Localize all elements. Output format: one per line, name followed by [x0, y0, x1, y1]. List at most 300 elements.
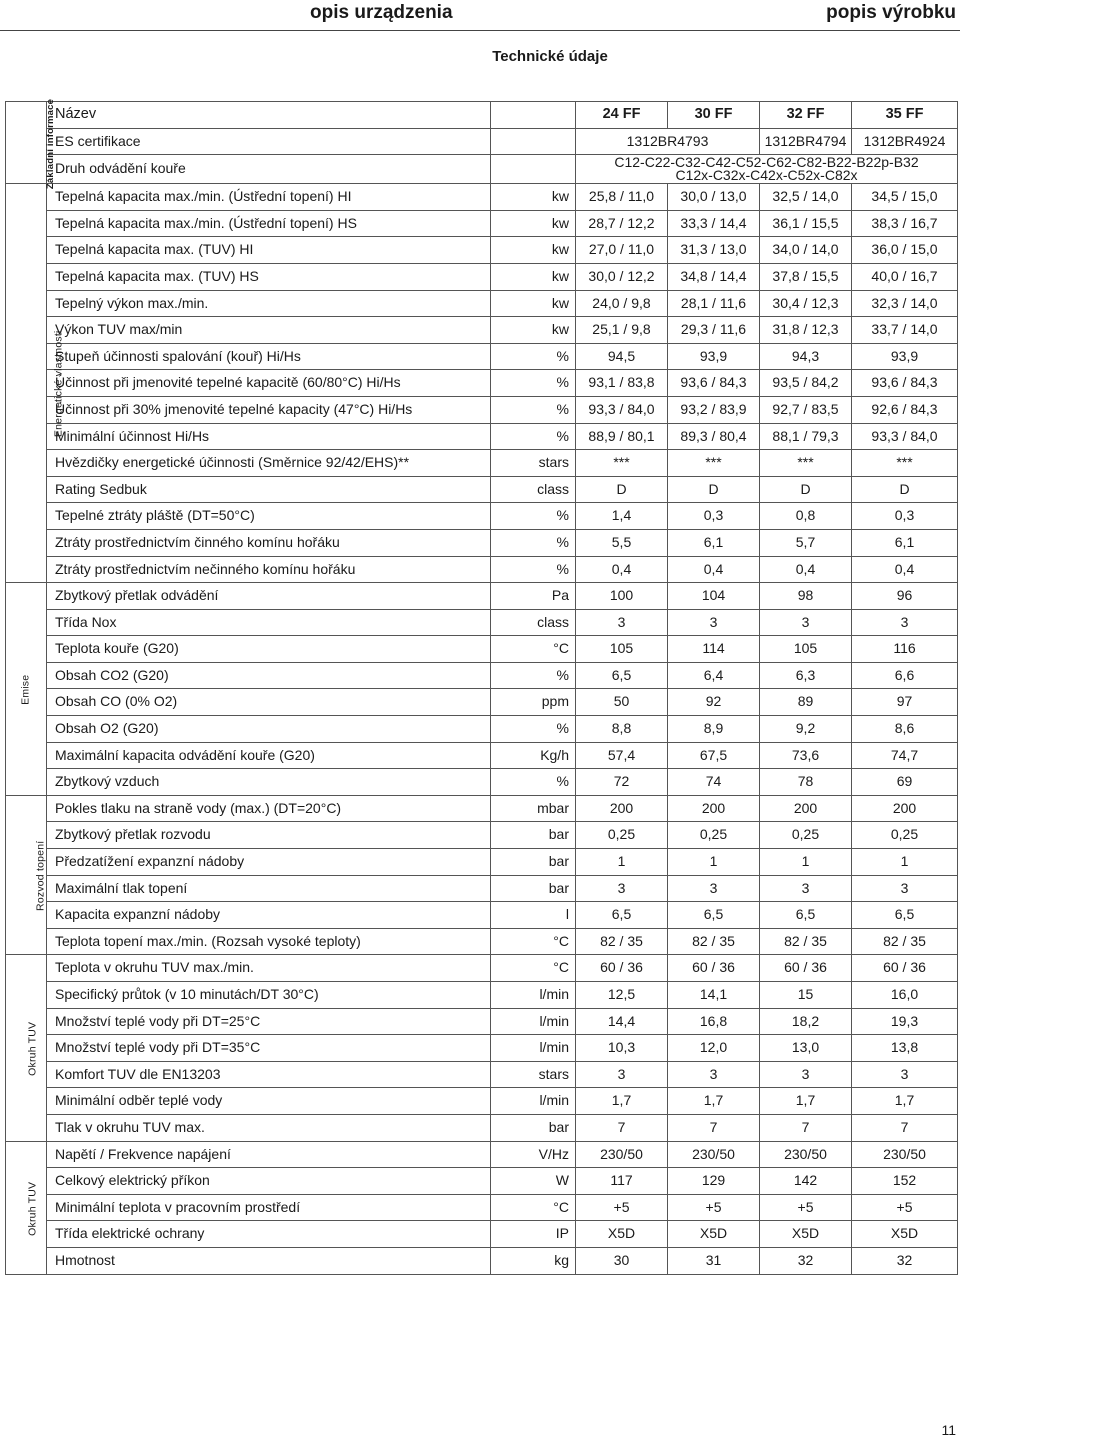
row-value: 0,4	[576, 556, 668, 583]
row-value: 3	[852, 609, 958, 636]
row-value: ***	[668, 450, 760, 477]
table-row	[6, 875, 958, 902]
row-label: Ztráty prostřednictvím nečinného komínu hořáku	[47, 556, 491, 583]
row-unit: W	[491, 1168, 576, 1195]
row-value: 100	[576, 583, 668, 610]
table-row	[6, 1247, 958, 1274]
row-unit: class	[491, 476, 576, 503]
row-value: 5,5	[576, 529, 668, 556]
section-distribution: Rozvod topení	[6, 795, 47, 955]
row-label: Maximální kapacita odvádění kouře (G20)	[47, 742, 491, 769]
row-value: 3	[668, 1061, 760, 1088]
row-value: +5	[760, 1194, 852, 1221]
row-value: 98	[760, 583, 852, 610]
row-value: 3	[576, 875, 668, 902]
row-value: 38,3 / 16,7	[852, 210, 958, 237]
row-unit: Kg/h	[491, 742, 576, 769]
row-label: Teplota v okruhu TUV max./min.	[47, 955, 491, 982]
row-label: Kapacita expanzní nádoby	[47, 902, 491, 929]
row-unit: %	[491, 396, 576, 423]
table-row	[6, 1221, 958, 1248]
table-header-row	[6, 102, 958, 129]
row-unit: °C	[491, 955, 576, 982]
row-value: 1	[576, 849, 668, 876]
row-label: Tepelná kapacita max. (TUV) HS	[47, 263, 491, 290]
row-value: +5	[576, 1194, 668, 1221]
header-divider	[0, 30, 960, 31]
row-value: 74,7	[852, 742, 958, 769]
row-value: ***	[760, 450, 852, 477]
row-value: 1	[852, 849, 958, 876]
row-label: Maximální tlak topení	[47, 875, 491, 902]
row-value: 230/50	[668, 1141, 760, 1168]
row-unit: IP	[491, 1221, 576, 1248]
table-row	[6, 1114, 958, 1141]
row-value: 8,6	[852, 716, 958, 743]
row-unit: V/Hz	[491, 1141, 576, 1168]
row-value: 92,7 / 83,5	[760, 396, 852, 423]
row-label: Napětí / Frekvence napájení	[47, 1141, 491, 1168]
row-value: 1	[668, 849, 760, 876]
table-row	[6, 609, 958, 636]
row-unit: bar	[491, 849, 576, 876]
row-value: 117	[576, 1168, 668, 1195]
table-row	[6, 716, 958, 743]
row-value: 14,4	[576, 1008, 668, 1035]
header-title-right: popis výrobku	[826, 2, 956, 23]
flue-row	[6, 155, 958, 184]
row-value: 0,25	[852, 822, 958, 849]
row-value: X5D	[760, 1221, 852, 1248]
row-value: 31,3 / 13,0	[668, 237, 760, 264]
row-value: 12,5	[576, 982, 668, 1009]
row-value: 6,6	[852, 662, 958, 689]
row-label: Množství teplé vody při DT=25°C	[47, 1008, 491, 1035]
table-row	[6, 450, 958, 477]
row-label: Minimální teplota v pracovním prostředí	[47, 1194, 491, 1221]
row-unit: %	[491, 556, 576, 583]
row-unit: bar	[491, 822, 576, 849]
row-value: 200	[576, 795, 668, 822]
row-value: 89,3 / 80,4	[668, 423, 760, 450]
row-value: 7	[760, 1114, 852, 1141]
row-value: 60 / 36	[852, 955, 958, 982]
row-unit: stars	[491, 1061, 576, 1088]
row-value: 230/50	[760, 1141, 852, 1168]
row-value: 32,5 / 14,0	[760, 184, 852, 211]
row-unit: Pa	[491, 583, 576, 610]
row-label: Obsah CO2 (G20)	[47, 662, 491, 689]
row-label: Ztráty prostřednictvím činného komínu hořáku	[47, 529, 491, 556]
row-value: 69	[852, 769, 958, 796]
row-label: Teplota topení max./min. (Rozsah vysoké teploty)	[47, 928, 491, 955]
row-value: 97	[852, 689, 958, 716]
row-value: 18,2	[760, 1008, 852, 1035]
row-value: 30,0 / 12,2	[576, 263, 668, 290]
row-value: 1,7	[576, 1088, 668, 1115]
row-value: 3	[760, 1061, 852, 1088]
row-value: 93,2 / 83,9	[668, 396, 760, 423]
row-unit: %	[491, 503, 576, 530]
row-value: 1,7	[760, 1088, 852, 1115]
row-value: 7	[668, 1114, 760, 1141]
table-row	[6, 795, 958, 822]
name-label: Název	[47, 102, 491, 129]
row-unit: l/min	[491, 1035, 576, 1062]
table-row	[6, 556, 958, 583]
row-unit: kw	[491, 290, 576, 317]
row-label: Zbytkový přetlak rozvodu	[47, 822, 491, 849]
row-value: 3	[576, 1061, 668, 1088]
row-value: D	[668, 476, 760, 503]
row-unit: kg	[491, 1247, 576, 1274]
row-value: 25,8 / 11,0	[576, 184, 668, 211]
table-row	[6, 955, 958, 982]
row-value: 114	[668, 636, 760, 663]
row-value: 6,5	[668, 902, 760, 929]
row-value: 60 / 36	[760, 955, 852, 982]
row-value: 33,7 / 14,0	[852, 317, 958, 344]
row-value: 82 / 35	[852, 928, 958, 955]
row-value: 3	[852, 1061, 958, 1088]
model-35ff: 35 FF	[852, 102, 958, 129]
table-row	[6, 1141, 958, 1168]
row-value: 28,1 / 11,6	[668, 290, 760, 317]
row-value: 50	[576, 689, 668, 716]
table-row	[6, 210, 958, 237]
row-value: 7	[852, 1114, 958, 1141]
row-label: Tepelné ztráty pláště (DT=50°C)	[47, 503, 491, 530]
row-label: Množství teplé vody při DT=35°C	[47, 1035, 491, 1062]
row-label: Účinnost při 30% jmenovité tepelné kapacity (47°C) Hi/Hs	[47, 396, 491, 423]
row-value: ***	[576, 450, 668, 477]
table-row	[6, 290, 958, 317]
table-row	[6, 503, 958, 530]
row-value: 5,7	[760, 529, 852, 556]
row-value: 116	[852, 636, 958, 663]
row-value: 34,0 / 14,0	[760, 237, 852, 264]
row-unit: class	[491, 609, 576, 636]
row-value: 24,0 / 9,8	[576, 290, 668, 317]
row-value: 93,3 / 84,0	[576, 396, 668, 423]
row-value: 152	[852, 1168, 958, 1195]
table-row	[6, 662, 958, 689]
row-value: +5	[852, 1194, 958, 1221]
section-emission: Emise	[6, 583, 47, 796]
section-tuv-circuit: Okruh TUV	[6, 955, 47, 1141]
row-value: 13,8	[852, 1035, 958, 1062]
row-unit: l	[491, 902, 576, 929]
row-value: 82 / 35	[760, 928, 852, 955]
row-value: 60 / 36	[668, 955, 760, 982]
row-value: 14,1	[668, 982, 760, 1009]
row-value: 57,4	[576, 742, 668, 769]
row-label: Celkový elektrický příkon	[47, 1168, 491, 1195]
row-value: 92	[668, 689, 760, 716]
row-value: 230/50	[576, 1141, 668, 1168]
row-label: Teplota kouře (G20)	[47, 636, 491, 663]
table-row	[6, 902, 958, 929]
row-unit: kw	[491, 237, 576, 264]
row-unit: %	[491, 370, 576, 397]
model-32ff: 32 FF	[760, 102, 852, 129]
row-value: +5	[668, 1194, 760, 1221]
row-value: D	[760, 476, 852, 503]
table-row	[6, 343, 958, 370]
row-unit: °C	[491, 1194, 576, 1221]
row-value: 9,2	[760, 716, 852, 743]
table-row	[6, 689, 958, 716]
row-value: 6,4	[668, 662, 760, 689]
row-value: 200	[668, 795, 760, 822]
row-value: 104	[668, 583, 760, 610]
row-unit: l/min	[491, 1088, 576, 1115]
row-value: 29,3 / 11,6	[668, 317, 760, 344]
row-value: 8,8	[576, 716, 668, 743]
table-row	[6, 1008, 958, 1035]
row-value: 105	[576, 636, 668, 663]
model-30ff: 30 FF	[668, 102, 760, 129]
row-value: 6,3	[760, 662, 852, 689]
row-value: 40,0 / 16,7	[852, 263, 958, 290]
row-label: Obsah O2 (G20)	[47, 716, 491, 743]
row-unit: ppm	[491, 689, 576, 716]
row-value: 94,5	[576, 343, 668, 370]
table-row	[6, 1168, 958, 1195]
row-value: 142	[760, 1168, 852, 1195]
row-label: Komfort TUV dle EN13203	[47, 1061, 491, 1088]
row-value: 93,5 / 84,2	[760, 370, 852, 397]
row-value: 36,1 / 15,5	[760, 210, 852, 237]
table-row	[6, 1035, 958, 1062]
row-value: 6,1	[852, 529, 958, 556]
row-value: 93,9	[668, 343, 760, 370]
row-label: Stupeň účinnosti spalování (kouř) Hi/Hs	[47, 343, 491, 370]
row-value: 93,1 / 83,8	[576, 370, 668, 397]
row-value: 31	[668, 1247, 760, 1274]
row-label: Pokles tlaku na straně vody (max.) (DT=20°C)	[47, 795, 491, 822]
row-unit: kw	[491, 184, 576, 211]
row-value: 82 / 35	[576, 928, 668, 955]
row-value: 1,7	[668, 1088, 760, 1115]
row-unit: %	[491, 423, 576, 450]
row-value: 93,6 / 84,3	[852, 370, 958, 397]
table-row	[6, 263, 958, 290]
table-row	[6, 1061, 958, 1088]
row-value: 1,4	[576, 503, 668, 530]
section-energy: Energetické vlastnosti	[6, 184, 47, 583]
row-unit: °C	[491, 636, 576, 663]
table-row	[6, 822, 958, 849]
row-value: 19,3	[852, 1008, 958, 1035]
row-value: 0,25	[760, 822, 852, 849]
row-value: 6,5	[576, 902, 668, 929]
row-value: 34,8 / 14,4	[668, 263, 760, 290]
cert-value-a: 1312BR4793	[576, 128, 760, 155]
section-tuv-circuit2: Okruh TUV	[6, 1141, 47, 1274]
row-label: Obsah CO (0% O2)	[47, 689, 491, 716]
row-label: Zbytkový přetlak odvádění	[47, 583, 491, 610]
row-value: 93,3 / 84,0	[852, 423, 958, 450]
row-unit: kw	[491, 317, 576, 344]
table-row	[6, 184, 958, 211]
row-value: 30	[576, 1247, 668, 1274]
row-label: Rating Sedbuk	[47, 476, 491, 503]
table-row	[6, 396, 958, 423]
row-value: 3	[852, 875, 958, 902]
row-value: 73,6	[760, 742, 852, 769]
row-value: 0,4	[668, 556, 760, 583]
row-unit: %	[491, 529, 576, 556]
row-value: D	[576, 476, 668, 503]
row-value: 15	[760, 982, 852, 1009]
table-row	[6, 317, 958, 344]
row-value: 0,25	[576, 822, 668, 849]
row-unit: %	[491, 716, 576, 743]
row-value: 3	[760, 875, 852, 902]
row-value: 0,8	[760, 503, 852, 530]
row-unit: bar	[491, 1114, 576, 1141]
row-unit: %	[491, 343, 576, 370]
table-row	[6, 476, 958, 503]
row-value: 6,5	[852, 902, 958, 929]
row-value: 6,1	[668, 529, 760, 556]
row-value: 105	[760, 636, 852, 663]
row-label: Minimální účinnost Hi/Hs	[47, 423, 491, 450]
row-label: Hvězdičky energetické účinnosti (Směrnice 92/42/EHS)**	[47, 450, 491, 477]
row-label: Tepelný výkon max./min.	[47, 290, 491, 317]
row-value: 6,5	[576, 662, 668, 689]
row-value: 0,4	[852, 556, 958, 583]
row-value: 72	[576, 769, 668, 796]
row-unit: %	[491, 662, 576, 689]
row-label: Specifický průtok (v 10 minutách/DT 30°C)	[47, 982, 491, 1009]
row-value: 32	[760, 1247, 852, 1274]
row-label: Třída elektrické ochrany	[47, 1221, 491, 1248]
row-value: X5D	[576, 1221, 668, 1248]
flue-value-line2: C12x-C32x-C42x-C52x-C82x	[675, 167, 858, 184]
row-label: Třída Nox	[47, 609, 491, 636]
row-value: 78	[760, 769, 852, 796]
row-label: Tepelná kapacita max. (TUV) HI	[47, 237, 491, 264]
row-value: 12,0	[668, 1035, 760, 1062]
page-number: 11	[941, 1422, 956, 1438]
row-value: 16,0	[852, 982, 958, 1009]
cert-row	[6, 128, 958, 155]
row-value: 0,4	[760, 556, 852, 583]
row-unit: l/min	[491, 982, 576, 1009]
row-value: 8,9	[668, 716, 760, 743]
flue-value	[576, 155, 958, 184]
model-24ff: 24 FF	[576, 102, 668, 129]
page-header	[0, 0, 960, 34]
row-value: 67,5	[668, 742, 760, 769]
table-row	[6, 423, 958, 450]
cert-value-c: 1312BR4924	[852, 128, 958, 155]
row-value: X5D	[668, 1221, 760, 1248]
row-value: 1,7	[852, 1088, 958, 1115]
row-value: 25,1 / 9,8	[576, 317, 668, 344]
row-value: 129	[668, 1168, 760, 1195]
row-value: 34,5 / 15,0	[852, 184, 958, 211]
row-value: 37,8 / 15,5	[760, 263, 852, 290]
row-value: 27,0 / 11,0	[576, 237, 668, 264]
table-row	[6, 928, 958, 955]
row-value: 7	[576, 1114, 668, 1141]
row-value: 32	[852, 1247, 958, 1274]
row-value: ***	[852, 450, 958, 477]
row-value: 92,6 / 84,3	[852, 396, 958, 423]
row-value: 31,8 / 12,3	[760, 317, 852, 344]
row-value: D	[852, 476, 958, 503]
row-label: Minimální odběr teplé vody	[47, 1088, 491, 1115]
table-row	[6, 636, 958, 663]
row-value: 230/50	[852, 1141, 958, 1168]
row-unit: %	[491, 769, 576, 796]
row-unit: kw	[491, 210, 576, 237]
row-value: X5D	[852, 1221, 958, 1248]
row-label: Hmotnost	[47, 1247, 491, 1274]
row-unit: stars	[491, 450, 576, 477]
cert-value-b: 1312BR4794	[760, 128, 852, 155]
table-row	[6, 1088, 958, 1115]
row-value: 3	[576, 609, 668, 636]
header-title-left: opis urządzenia	[310, 2, 453, 23]
row-value: 0,25	[668, 822, 760, 849]
row-label: Zbytkový vzduch	[47, 769, 491, 796]
flue-label: Druh odvádění kouře	[47, 155, 491, 184]
table-row	[6, 742, 958, 769]
table-row	[6, 370, 958, 397]
row-value: 33,3 / 14,4	[668, 210, 760, 237]
row-value: 96	[852, 583, 958, 610]
row-value: 200	[852, 795, 958, 822]
row-value: 93,9	[852, 343, 958, 370]
row-label: Výkon TUV max/min	[47, 317, 491, 344]
table-row	[6, 529, 958, 556]
table-row	[6, 583, 958, 610]
table-row	[6, 237, 958, 264]
flue-value-line1: C12-C22-C32-C42-C52-C62-C82-B22-B22p-B32	[614, 154, 919, 171]
section-basic: Základní informace	[6, 102, 47, 184]
row-value: 16,8	[668, 1008, 760, 1035]
row-value: 88,1 / 79,3	[760, 423, 852, 450]
row-label: Tepelná kapacita max./min. (Ústřední topení) HS	[47, 210, 491, 237]
row-value: 74	[668, 769, 760, 796]
row-unit: kw	[491, 263, 576, 290]
row-label: Účinnost při jmenovité tepelné kapacitě (60/80°C) Hi/Hs	[47, 370, 491, 397]
row-unit: °C	[491, 928, 576, 955]
cert-label: ES certifikace	[47, 128, 491, 155]
page-subtitle: Technické údaje	[492, 48, 608, 65]
row-unit: bar	[491, 875, 576, 902]
row-value: 94,3	[760, 343, 852, 370]
row-value: 28,7 / 12,2	[576, 210, 668, 237]
row-value: 89	[760, 689, 852, 716]
row-value: 30,4 / 12,3	[760, 290, 852, 317]
table-row	[6, 1194, 958, 1221]
row-value: 88,9 / 80,1	[576, 423, 668, 450]
table-row	[6, 849, 958, 876]
row-value: 13,0	[760, 1035, 852, 1062]
row-label: Tlak v okruhu TUV max.	[47, 1114, 491, 1141]
table-row	[6, 769, 958, 796]
row-value: 200	[760, 795, 852, 822]
row-value: 1	[760, 849, 852, 876]
row-value: 3	[668, 875, 760, 902]
row-unit: mbar	[491, 795, 576, 822]
row-unit: l/min	[491, 1008, 576, 1035]
